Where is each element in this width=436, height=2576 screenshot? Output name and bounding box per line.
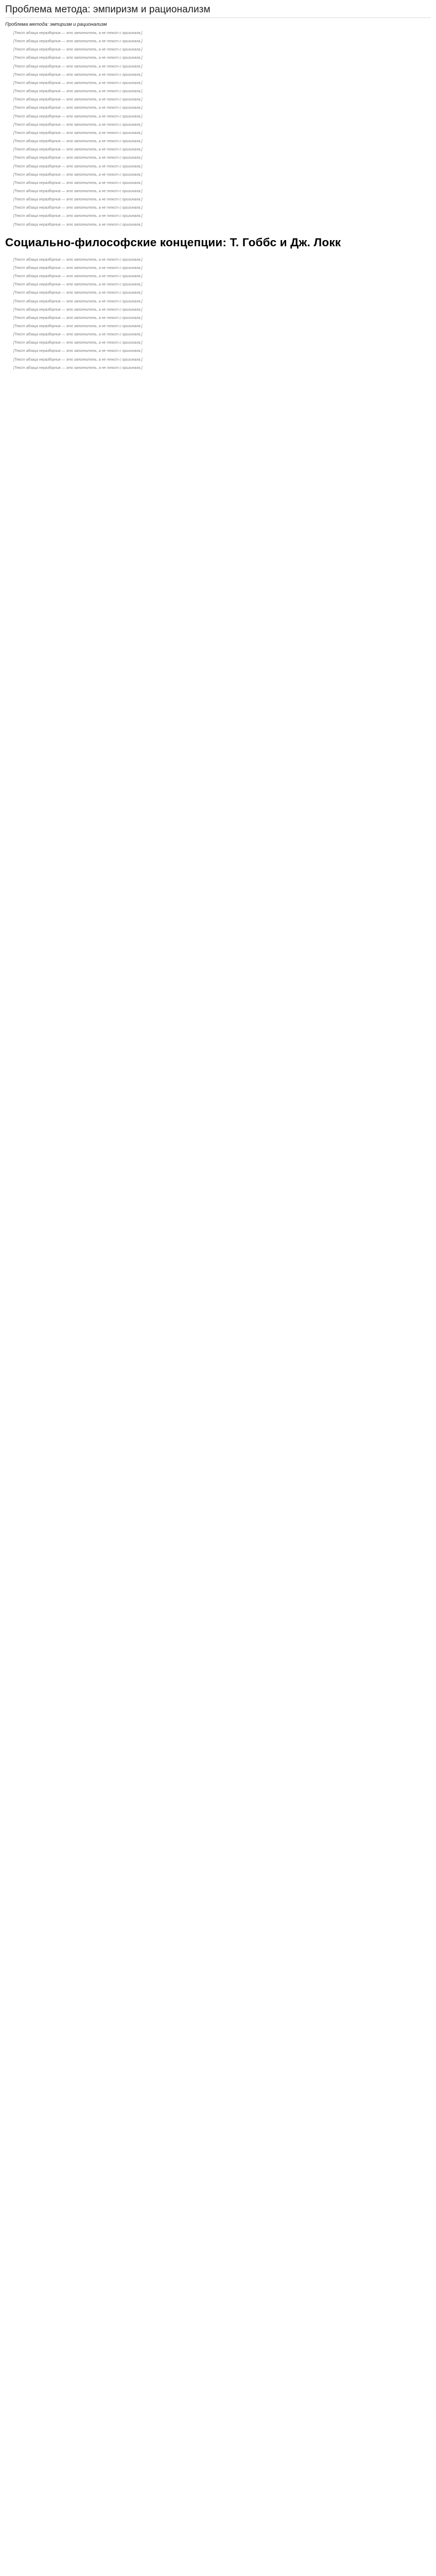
- paragraph: [Текст абзаца неразборчив — это заполнитель, а не текст с оригинала.]: [13, 349, 143, 353]
- paragraph: [Текст абзаца неразборчив — это заполнитель, а не текст с оригинала.]: [13, 206, 143, 210]
- paragraph: [Текст абзаца неразборчив — это заполнитель, а не текст с оригинала.]: [13, 39, 143, 44]
- paragraph: [Текст абзаца неразборчив — это заполнитель, а не текст с оригинала.]: [13, 274, 143, 279]
- paragraph: [Текст абзаца неразборчив — это заполнитель, а не текст с оригинала.]: [13, 31, 143, 35]
- section-heading: Социально-философские концепции: Т. Гоббс и Дж. Локк: [5, 235, 341, 249]
- paragraph: [Текст абзаца неразборчив — это заполнитель, а не текст с оригинала.]: [13, 299, 143, 303]
- paragraph: [Текст абзаца неразборчив — это заполнитель, а не текст с оригинала.]: [13, 282, 143, 287]
- paragraph: [Текст абзаца неразборчив — это заполнитель, а не текст с оригинала.]: [13, 357, 143, 362]
- paragraph: [Текст абзаца неразборчив — это заполнитель, а не текст с оригинала.]: [13, 291, 143, 295]
- paragraph: [Текст абзаца неразборчив — это заполнитель, а не текст с оригинала.]: [13, 114, 143, 118]
- paragraph: [Текст абзаца неразборчив — это заполнитель, а не текст с оригинала.]: [13, 106, 143, 110]
- paragraph: [Текст абзаца неразборчив — это заполнитель, а не текст с оригинала.]: [13, 315, 143, 320]
- page-title: Проблема метода: эмпиризм и рационализм: [5, 4, 431, 18]
- paragraph: [Текст абзаца неразборчив — это заполнитель, а не текст с оригинала.]: [13, 365, 143, 370]
- paragraph: [Текст абзаца неразборчив — это заполнитель, а не текст с оригинала.]: [13, 180, 143, 185]
- paragraph: [Текст абзаца неразборчив — это заполнитель, а не текст с оригинала.]: [13, 97, 143, 102]
- paragraph: [Текст абзаца неразборчив — это заполнитель, а не текст с оригинала.]: [13, 189, 143, 193]
- paragraph: [Текст абзаца неразборчив — это заполнитель, а не текст с оригинала.]: [13, 265, 143, 270]
- section-subheading: Проблема метода: эмпиризм и рационализм: [5, 21, 107, 27]
- paragraph: [Текст абзаца неразборчив — это заполнитель, а не текст с оригинала.]: [13, 72, 143, 77]
- paragraph: [Текст абзаца неразборчив — это заполнитель, а не текст с оригинала.]: [13, 130, 143, 135]
- paragraph: [Текст абзаца неразборчив — это заполнитель, а не текст с оригинала.]: [13, 197, 143, 202]
- paragraph: [Текст абзаца неразборчив — это заполнитель, а не текст с оригинала.]: [13, 47, 143, 52]
- section-body: [5, 257, 431, 371]
- paragraph: [Текст абзаца неразборчив — это заполнитель, а не текст с оригинала.]: [13, 307, 143, 312]
- paragraph: [Текст абзаца неразборчив — это заполнитель, а не текст с оригинала.]: [13, 214, 143, 218]
- paragraph: [Текст абзаца неразборчив — это заполнитель, а не текст с оригинала.]: [13, 222, 143, 227]
- paragraph: [Текст абзаца неразборчив — это заполнитель, а не текст с оригинала.]: [13, 64, 143, 69]
- paragraph: [Текст абзаца неразборчив — это заполнитель, а не текст с оригинала.]: [13, 172, 143, 177]
- paragraph: [Текст абзаца неразборчив — это заполнитель, а не текст с оригинала.]: [13, 164, 143, 168]
- paragraph: [Текст абзаца неразборчив — это заполнитель, а не текст с оригинала.]: [13, 341, 143, 345]
- paragraph: [Текст абзаца неразборчив — это заполнитель, а не текст с оригинала.]: [13, 324, 143, 328]
- paragraph: [Текст абзаца неразборчив — это заполнитель, а не текст с оригинала.]: [13, 156, 143, 160]
- paragraph: [Текст абзаца неразборчив — это заполнитель, а не текст с оригинала.]: [13, 56, 143, 60]
- paragraph: [Текст абзаца неразборчив — это заполнитель, а не текст с оригинала.]: [13, 332, 143, 337]
- paragraph: [Текст абзаца неразборчив — это заполнитель, а не текст с оригинала.]: [13, 257, 143, 262]
- paragraph: [Текст абзаца неразборчив — это заполнитель, а не текст с оригинала.]: [13, 147, 143, 152]
- paragraph: [Текст абзаца неразборчив — это заполнитель, а не текст с оригинала.]: [13, 122, 143, 127]
- paragraph: [Текст абзаца неразборчив — это заполнитель, а не текст с оригинала.]: [13, 89, 143, 94]
- paragraph: [Текст абзаца неразборчив — это заполнитель, а не текст с оригинала.]: [13, 139, 143, 144]
- paragraph: [Текст абзаца неразборчив — это заполнитель, а не текст с оригинала.]: [13, 80, 143, 85]
- article-body: [5, 30, 431, 228]
- document-page: [0, 0, 436, 380]
